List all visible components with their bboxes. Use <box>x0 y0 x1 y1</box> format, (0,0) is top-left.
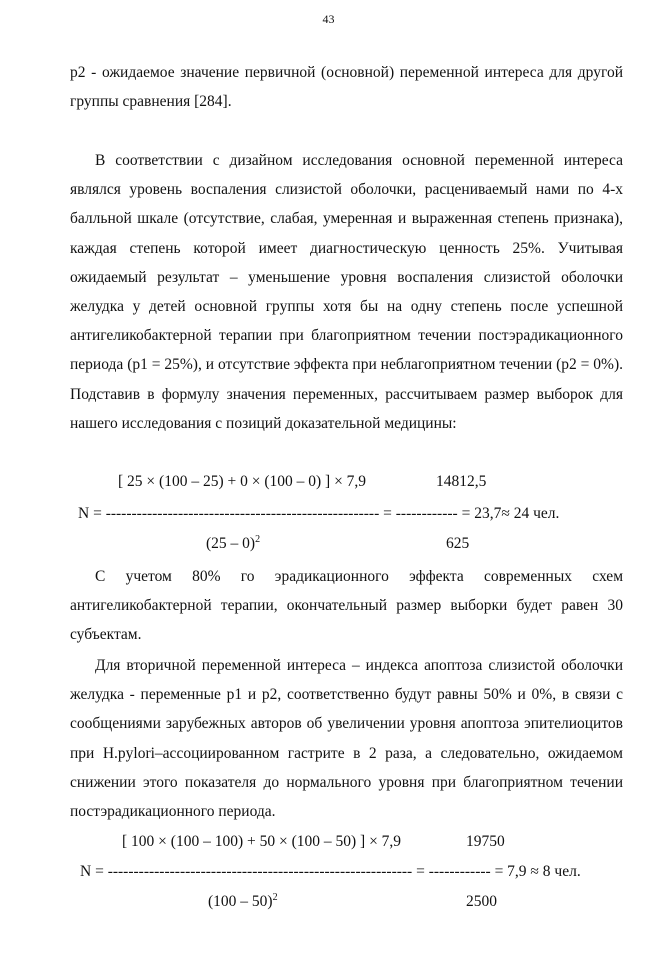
paragraph-p2-definition: p2 - ожидаемое значение первичной (основной) переменной интереса для другой группы сравнения [284]. <box>70 64 623 111</box>
formula-1-denominator-exponent: 2 <box>255 533 261 545</box>
formula-1-denominator <box>206 535 260 553</box>
formula-2-equals: = <box>412 863 429 880</box>
page-number: 43 <box>322 12 335 26</box>
formula-1-value-bar: ------------ <box>395 505 458 522</box>
formula-1-numerator: [ 25 × (100 – 25) + 0 × (100 – 0) ] × 7,9 <box>118 473 367 490</box>
formula-2-denominator-value: 2500 <box>466 893 497 910</box>
formula-2-value-bar: ------------ <box>428 863 491 880</box>
formula-1-equals: = <box>379 505 396 522</box>
formula-2-result: = 7,9 ≈ 8 чел. <box>490 863 581 880</box>
formula-2-numerator: [ 100 × (100 – 100) + 50 × (100 – 50) ] × 7,9 <box>122 833 402 850</box>
paragraph-secondary-variable: Для вторичной переменной интереса – индекса апоптоза слизистой оболочки желудка - переменные p1 и p2, соответственно будут равны 50% и 0%, в связи с сообщениями зарубежных авторов об увеличении уровня апоптоза эпителиоцитов при H.pylori–ассоциированном гастрите в 2 раза, а следовательно, ожидаемом снижении этого показателя до нормального уровня при благоприятном течении постэрадикационного периода. <box>70 657 623 821</box>
formula-1-lhs: N = <box>78 505 106 522</box>
formula-2-denominator-base: (100 – 50) <box>208 893 273 910</box>
formula-1-denominator-value: 625 <box>446 535 470 552</box>
formula-1-fraction-bar: ----------------------------------------------------- <box>105 505 380 522</box>
formula-1-line <box>78 505 559 523</box>
paragraph-eradication-effect: С учетом 80% го эрадикационного эффекта современных схем антигеликобактерной терапии, окончательный размер выборки будет равен 30 субъектам. <box>70 568 623 644</box>
formula-2-numerator-value: 19750 <box>466 833 505 850</box>
paragraph-primary-variable: В соответствии с дизайном исследования основной переменной интереса являлся уровень воспаления слизистой оболочки, расцениваемый нами по 4-х балльной шкале (отсутствие, слабая, умеренная и выраженная степень признака), каждая степень которой имеет диагностическую ценность 25%. Учитывая ожидаемый результат – уменьшение уровня воспаления слизистой оболочки желудка у детей основной группы хотя бы на одну степень после успешной антигеликобактерной терапии при благоприятном течении постэрадикационного периода (p1 = 25%), и отсутствие эффекта при неблагоприятном течении (p2 = 0%). Подставив в формулу значения переменных, рассчитываем размер выборок для нашего исследования с позиций доказательной медицины: <box>70 152 623 432</box>
formula-1-denominator-base: (25 – 0) <box>206 535 256 552</box>
formula-2-line <box>80 863 581 881</box>
formula-1-numerator-value: 14812,5 <box>436 473 487 490</box>
formula-1-result: = 23,7≈ 24 чел. <box>457 505 560 522</box>
formula-2-denominator <box>208 893 278 911</box>
formula-2-denominator-exponent: 2 <box>272 891 278 903</box>
formula-2-fraction-bar: ----------------------------------------------------------- <box>107 863 413 880</box>
formula-2-lhs: N = <box>80 863 108 880</box>
